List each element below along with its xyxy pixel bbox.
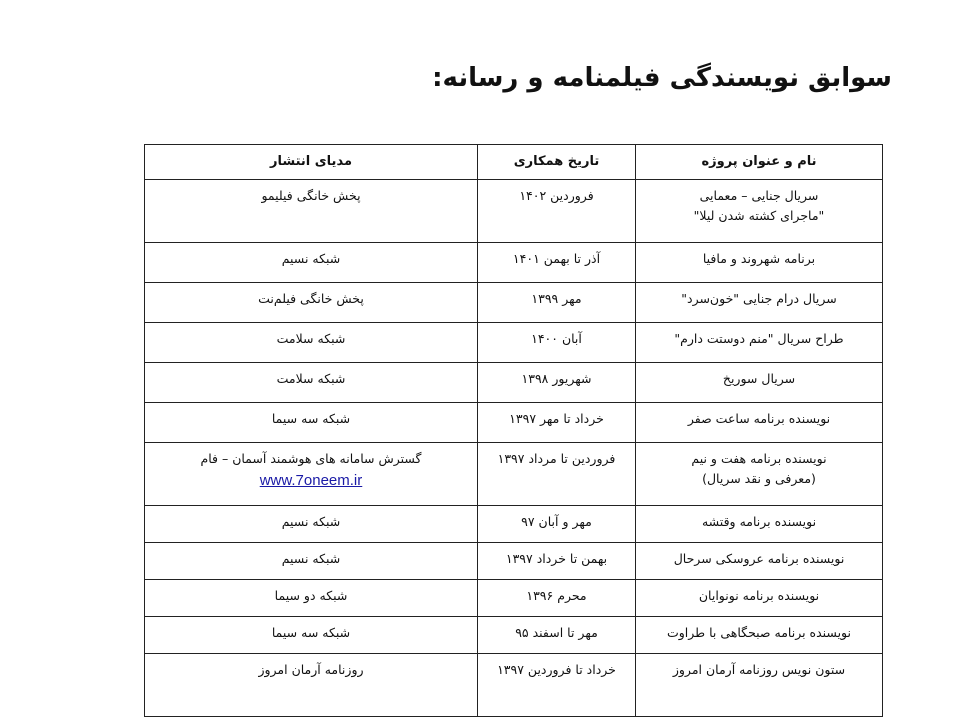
project-cell (636, 403, 883, 443)
media-cell: پخش خانگی فیلم‌نت (145, 283, 478, 323)
project-cell (636, 580, 883, 617)
media-cell: شبکه سلامت (145, 323, 478, 363)
media-cell (145, 443, 478, 506)
project-line: سریال درام جنایی "خون‌سرد" (681, 291, 837, 306)
project-line: نویسنده برنامه هفت و نیم (691, 451, 827, 466)
project-cell (636, 543, 883, 580)
table-row (145, 543, 883, 580)
project-line: نویسنده برنامه عروسکی سرحال (673, 551, 845, 566)
project-cell (636, 243, 883, 283)
media-cell: شبکه سلامت (145, 363, 478, 403)
project-line: (معرفی و نقد سریال) (702, 471, 816, 486)
date-cell: مهر ۱۳۹۹ (478, 283, 636, 323)
table-row (145, 180, 883, 243)
project-cell (636, 323, 883, 363)
media-cell: روزنامه آرمان امروز (145, 654, 478, 717)
table-row (145, 443, 883, 506)
media-cell: شبکه سه سیما (145, 617, 478, 654)
table-row (145, 617, 883, 654)
table-row (145, 283, 883, 323)
project-line: سریال جنایی – معمایی (699, 188, 819, 203)
project-cell (636, 506, 883, 543)
header-date: تاریخ همکاری (478, 145, 636, 180)
table-header-row (145, 145, 883, 180)
project-cell (636, 363, 883, 403)
website-link[interactable]: www.7oneem.ir (259, 472, 363, 489)
project-line: ستون نویس روزنامه آرمان امروز (672, 662, 846, 677)
table-row (145, 363, 883, 403)
media-text: گسترش سامانه های هوشمند آسمان – فام (200, 451, 422, 466)
project-line: نویسنده برنامه صبحگاهی با طراوت (667, 625, 851, 640)
date-cell: مهر و آبان ۹۷ (478, 506, 636, 543)
table-row (145, 323, 883, 363)
media-cell: شبکه دو سیما (145, 580, 478, 617)
project-line: "ماجرای کشته شدن لیلا" (693, 208, 825, 223)
project-line: سریال سوریخ (722, 371, 796, 386)
project-line: نویسنده برنامه وقتشه (701, 514, 817, 529)
table-row (145, 654, 883, 717)
media-cell: شبکه سه سیما (145, 403, 478, 443)
date-cell: شهریور ۱۳۹۸ (478, 363, 636, 403)
project-line: طراح سریال "منم دوستت دارم" (674, 331, 844, 346)
writing-records-table (144, 144, 883, 717)
project-line: برنامه شهروند و مافیا (702, 251, 816, 266)
date-cell: خرداد تا مهر ۱۳۹۷ (478, 403, 636, 443)
header-media: مدیای انتشار (145, 145, 478, 180)
header-project: نام و عنوان پروژه (636, 145, 883, 180)
date-cell: مهر تا اسفند ۹۵ (478, 617, 636, 654)
project-cell (636, 617, 883, 654)
date-cell: خرداد تا فروردین ۱۳۹۷ (478, 654, 636, 717)
project-cell (636, 180, 883, 243)
table-row (145, 580, 883, 617)
media-cell: شبکه نسیم (145, 243, 478, 283)
page-title: سوابق نویسندگی فیلمنامه و رسانه: (432, 63, 892, 93)
project-line: نویسنده برنامه نونوایان (698, 588, 820, 603)
date-cell: آذر تا بهمن ۱۴۰۱ (478, 243, 636, 283)
date-cell: آبان ۱۴۰۰ (478, 323, 636, 363)
date-cell: بهمن تا خرداد ۱۳۹۷ (478, 543, 636, 580)
date-cell: محرم ۱۳۹۶ (478, 580, 636, 617)
project-cell (636, 443, 883, 506)
date-cell: فروردین تا مرداد ۱۳۹۷ (478, 443, 636, 506)
date-cell: فروردین ۱۴۰۲ (478, 180, 636, 243)
table-row (145, 243, 883, 283)
media-cell: شبکه نسیم (145, 506, 478, 543)
project-cell (636, 654, 883, 717)
table-row (145, 506, 883, 543)
media-cell: شبکه نسیم (145, 543, 478, 580)
project-line: نویسنده برنامه ساعت صفر (687, 411, 831, 426)
project-cell (636, 283, 883, 323)
media-cell: پخش خانگی فیلیمو (145, 180, 478, 243)
table-row (145, 403, 883, 443)
